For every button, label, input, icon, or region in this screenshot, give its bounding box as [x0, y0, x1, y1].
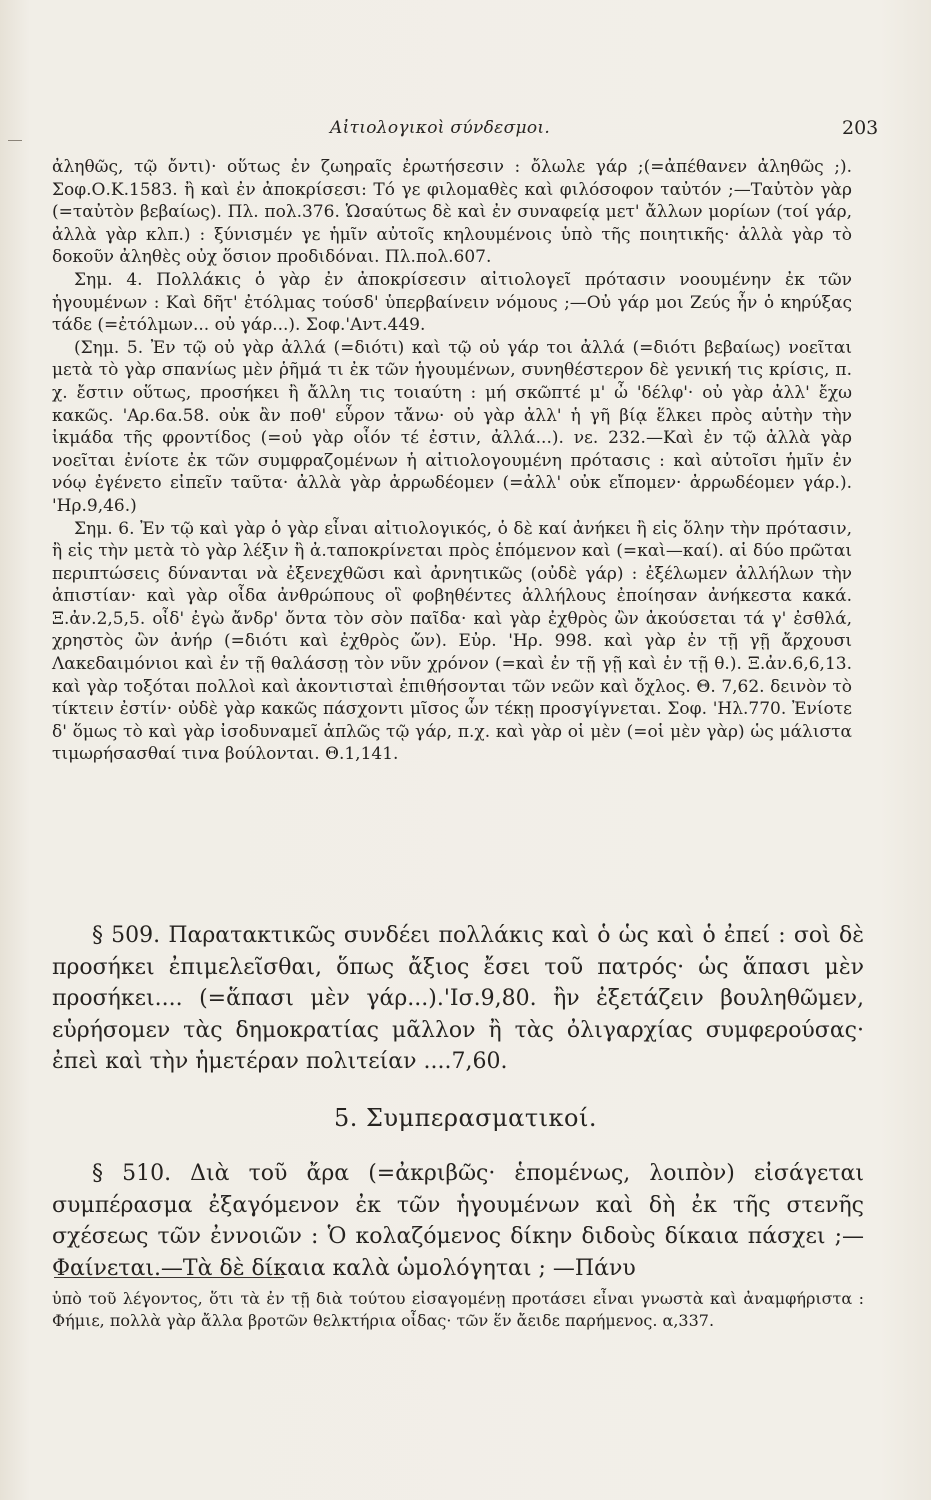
note-6: Σημ. 6. Ἐν τῷ καὶ γὰρ ὁ γὰρ εἶναι αἰτιολογικός, ὁ δὲ καί ἀνήκει ἢ εἰς ὅλην τὴν πρότασιν, ἢ εἰς τὴν μετὰ τὸ γὰρ λέξιν ἢ ἀ.ταποκρίνεται πρὸς ἑπόμενον καὶ (=καὶ—καί). αἱ δύο πρῶται περιπτώσεις δύνανται νὰ ἐξενεχθῶσι καὶ ἀρνητικῶς (οὐδὲ γάρ) : ἐξέλωμεν ἀλλήλων τὴν ἀπιστίαν· καὶ γὰρ οἶδα ἀνθρώπους οἳ φοβηθέντες ἀλλήλους ἐποίησαν ἀνήκεστα κακά. Ξ.ἀν.2,5,5. οἶδ' ἐγὼ ἄνδρ' ὄντα τὸν σὸν παῖδα· καὶ γὰρ ἐχθρὸς ὢν ἀκούσεται τά γ' ἐσθλά, χρηστὸς ὢν ἀνήρ (=διότι καὶ ἐχθρὸς ὤν). Εὐρ. 'Ηρ. 998. καὶ γὰρ ἐν τῇ γῇ ἄρχουσι Λακεδαιμόνιοι καὶ ἐν τῇ θαλάσσῃ τὸν νῦν χρόνον (=καὶ ἐν τῇ γῇ καὶ ἐν τῇ θ.). Ξ.ἀν.6,6,13. καὶ γὰρ τοξόται πολλοὶ καὶ ἀκοντισταὶ ἐπιθήσονται τῶν νεῶν καὶ ὄχλος. Θ. 7,62. δεινὸν τὸ τίκτειν ἐστίν· οὐδὲ γὰρ κακῶς πάσχοντι μῖσος ὧν τέκῃ προσγίγνεται. Σοφ. 'Ηλ.770. Ἐνίοτε δ' ὅμως τὸ καὶ γὰρ ἰσοδυναμεῖ ἁπλῶς τῷ γάρ, π.χ. καὶ γὰρ οἱ μὲν (=οἱ μὲν γὰρ) ὡς μάλιστα τιμωρήσασθαί τινα βούλονται. Θ.1,141.	[52, 518, 852, 765]
section-509-text: § 509. Παρατακτικῶς συνδέει πολλάκις καὶ ὁ ὡς καὶ ὁ ἐπεί : σοὶ δὲ προσήκει ἐπιμελεῖσθαι, ὅπως ἄξιος ἔσει τοῦ πατρός· ὡς ἅπασι μὲν προσήκει.... (=ἅπασι μὲν γάρ...).'Ισ.9,80. ἢν ἐξετάζειν βουληθῶμεν, εὑρήσομεν τὰς δημοκρατίας μᾶλλον ἢ τὰς ὀλιγαρχίας συμφερούσας· ἐπεὶ καὶ τὴν ἡμετέραν πολιτείαν ....7,60.	[52, 923, 864, 1074]
section-heading: 5. Συμπερασματικοί.	[333, 1104, 598, 1132]
paragraph-continued: ἀληθῶς, τῷ ὄντι)· οὕτως ἐν ζωηραῖς ἐρωτήσεσιν : ὄλωλε γάρ ;(=ἀπέθανεν ἀληθῶς ;). Σοφ.Ο.Κ.1583. ἢ καὶ ἐν ἀποκρίσεσι: Τό γε φιλομαθὲς καὶ φιλόσοφον ταὐτόν ;—Ταὐτὸν γὰρ (=ταὐτὸν βεβαίως). Πλ. πολ.376. Ὡσαύτως δὲ καὶ ἐν συναφείᾳ μετ' ἄλλων μορίων (τοί γάρ, ἀλλὰ γὰρ κλπ.) : ξύνισμέν γε ἡμῖν αὐτοῖς κηλουμένοις ὑπὸ τῆς ποιητικῆς· ἀλλὰ γὰρ τὸ δοκοῦν ἀληθὲς οὐχ ὅσιον προδιδόναι. Πλ.πολ.607.	[52, 157, 852, 268]
footnote-text: ὑπὸ τοῦ λέγοντος, ὅτι τὰ ἐν τῇ διὰ τούτου εἰσαγομένῃ προτάσει εἶναι γνωστὰ καὶ ἀναμφήριστα : Φήμιε, πολλὰ γὰρ ἄλλα βροτῶν θελκτήρια οἶδας· τῶν ἕν ἄειδε παρήμενος. α,337.	[52, 1289, 864, 1330]
section-510-text: § 510. Διὰ τοῦ ἄρα (=ἀκριβῶς· ἑπομένως, λοιπὸν) εἰσάγεται συμπέρασμα ἐξαγόμενον ἐκ τῶν ἡγουμένων καὶ δὴ ἐκ τῆς στενῆς σχέσεως τῶν ἐννοιῶν : Ὁ κολαζόμενος δίκην διδοὺς δίκαια πάσχει ;—Φαίνεται.—Τὰ δὲ δίκαια καλὰ ὡμολόγηται ; —Πάνυ	[52, 1161, 864, 1281]
note-4: Σημ. 4. Πολλάκις ὁ γὰρ ἐν ἀποκρίσεσιν αἰτιολογεῖ πρότασιν νοουμένην ἐκ τῶν ἡγουμένων : Καὶ δῆτ' ἐτόλμας τούσδ' ὑπερβαίνειν νόμους ;—Οὐ γάρ μοι Ζεύς ἦν ὁ κηρύξας τάδε (=ἐτόλμων... οὐ γάρ...). Σοφ.'Αντ.449.	[52, 269, 852, 336]
footnote	[52, 1288, 864, 1332]
running-title: Αἰτιολογικοὶ σύνδεσμοι.	[330, 118, 551, 138]
section-510	[52, 1158, 864, 1284]
footnote-divider	[54, 1277, 284, 1278]
note-5: (Σημ. 5. Ἐν τῷ οὐ γὰρ ἀλλά (=διότι) καὶ τῷ οὐ γάρ τοι ἀλλά (=διότι βεβαίως) νοεῖται μετὰ τὸ γὰρ σπανίως μὲν ῥῆμά τι ἐκ τῶν ἡγουμένων, συνηθέστερον δὲ γενική τις κρίσις, π. χ. ἔστιν οὕτως, προσήκει ἢ ἄλλη τις τοιαύτη : μή σκῶπτέ μ' ὦ 'δέλφ'· οὐ γὰρ ἀλλ' ἔχω κακῶς. 'Αρ.6α.58. οὐκ ἂν ποθ' εὗρον τἄνω· οὐ γὰρ ἀλλ' ἡ γῆ βίᾳ ἕλκει πρὸς αὑτὴν τὴν ἰκμάδα τῆς φροντίδος (=οὐ γὰρ οἷόν τέ ἐστιν, ἀλλά...). νε. 232.—Καὶ ἐν τῷ ἀλλὰ γὰρ νοεῖται ἐνίοτε ἐκ τῶν συμφραζομένων ἡ αἰτιολογουμένη πρότασις : καὶ αὐτοῖσι ἡμῖν ἐν νόῳ ἐγένετο εἰπεῖν ταῦτα· ἀλλὰ γὰρ ἀρρωδέομεν (=ἀλλ' οὐκ εἴπομεν· ἀρρωδέομεν γάρ.). 'Ηρ.9,46.)	[52, 337, 852, 516]
page-header	[0, 118, 931, 148]
section-509	[52, 920, 864, 1078]
page-number: 203	[842, 117, 879, 139]
body-text	[52, 156, 852, 766]
